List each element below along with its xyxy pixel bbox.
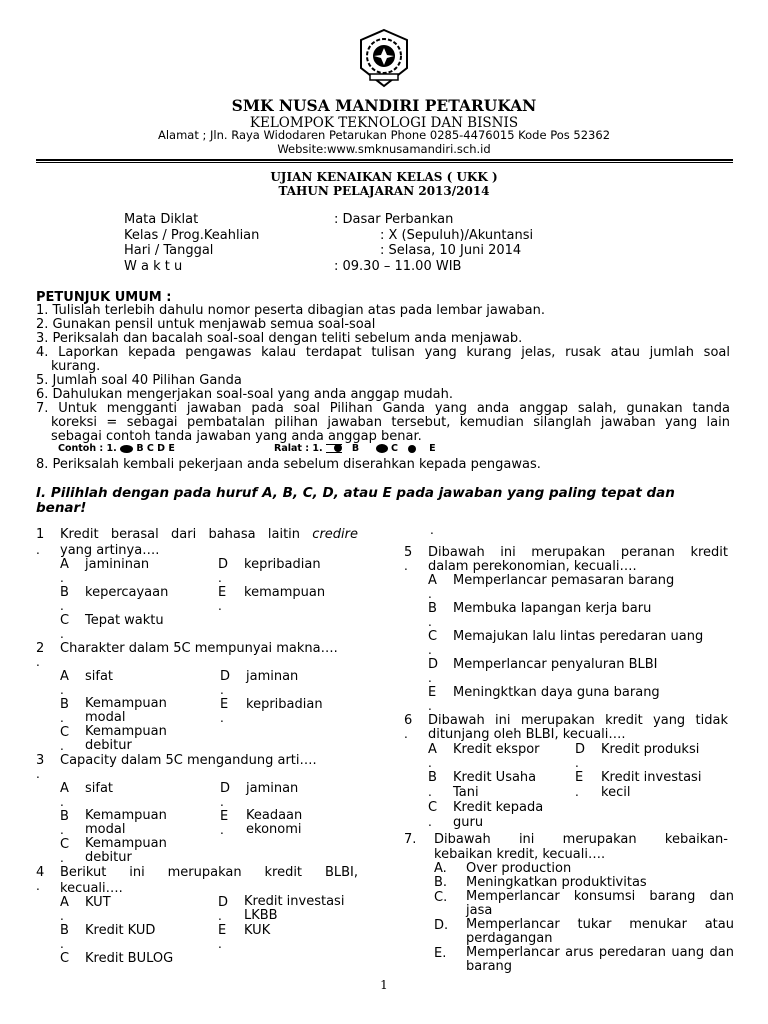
question-text: Kredit berasal dari bahasa laitin credire — [60, 527, 358, 542]
section-title: I. Pilihlah dengan pada huruf A, B, C, D, atau E pada jawaban yang paling tepat dan — [36, 485, 675, 501]
option-letter[interactable]: C — [428, 800, 438, 815]
option-letter[interactable]: A — [428, 742, 437, 757]
header-divider — [36, 159, 733, 161]
example-label: Contoh : 1. — [58, 443, 117, 454]
option-letter[interactable]: C — [428, 629, 438, 644]
school-name: SMK NUSA MANDIRI PETARUKAN — [231, 96, 537, 115]
option-letter[interactable]: A — [428, 573, 437, 588]
school-website: Website:www.smknusamandiri.sch.id — [277, 142, 491, 156]
option-text[interactable]: Keadaan ekonomi — [246, 808, 303, 837]
question-number: 4 — [36, 865, 45, 880]
option-letter[interactable]: B. — [434, 875, 448, 890]
option-letter[interactable]: C — [60, 725, 70, 740]
question-text: dalam perekonomian, kecuali…. — [428, 559, 637, 574]
option-text[interactable]: Memperlancar pemasaran barang — [453, 573, 675, 588]
info-label: W a k t u — [124, 259, 183, 274]
question-text: Dibawah ini merupakan peranan kredit — [428, 545, 728, 560]
option-text[interactable]: Meningktkan daya guna barang — [453, 685, 660, 700]
option-letter[interactable]: D — [220, 669, 231, 684]
instruction-item: 1. Tulislah terlebih dahulu nomor peserta dibagian atas pada lembar jawaban. — [36, 303, 546, 318]
option-text[interactable]: Kredit kepada guru — [453, 800, 544, 830]
option-text[interactable]: Kemampuan debitur — [85, 724, 167, 753]
option-text[interactable]: Memperlancar konsumsi barang dan jasa — [466, 889, 734, 918]
school-address: Alamat ; Jln. Raya Widodaren Petarukan Phone 0285-4476015 Kode Pos 52362 — [157, 128, 611, 142]
option-text[interactable]: kemampuan — [244, 585, 326, 600]
option-letter[interactable]: D — [575, 742, 586, 757]
option-text[interactable]: Memperlancar arus peredaran uang dan barang — [466, 945, 734, 974]
option-text[interactable]: Kemampuan modal — [85, 808, 167, 837]
option-text[interactable]: Memajukan lalu lintas peredaran uang — [453, 629, 704, 644]
cross-bubble-icon — [376, 444, 388, 453]
question-text: Dibawah ini merupakan kredit yang tidak — [428, 713, 728, 728]
option-letter[interactable]: C — [60, 837, 70, 852]
answer-example — [58, 443, 175, 454]
question-text: kebaikan kredit, kecuali…. — [434, 847, 606, 862]
option-letter[interactable]: E — [575, 770, 584, 785]
info-value: : Dasar Perbankan — [334, 212, 454, 227]
cancel-mark-icon — [326, 444, 342, 453]
option-letter[interactable]: A — [60, 781, 69, 796]
info-value: : 09.30 – 11.00 WIB — [334, 259, 462, 274]
option-text[interactable]: Memperlancar tukar menukar atau perdagangan — [466, 917, 734, 946]
option-text[interactable]: Kredit produksi — [601, 742, 700, 757]
instruction-item: 6. Dahulukan mengerjakan soal-soal yang anda anggap mudah. — [36, 387, 454, 402]
option-letter[interactable]: E — [218, 923, 227, 938]
option-letter[interactable]: B — [60, 697, 69, 712]
option-letter[interactable]: D — [218, 895, 229, 910]
page-number: 1 — [380, 978, 388, 992]
section-title: benar! — [36, 500, 87, 516]
question-text: Charakter dalam 5C mempunyai makna…. — [60, 641, 338, 656]
instruction-item: 7. Untuk mengganti jawaban pada soal Pilihan Ganda yang anda anggap salah, gunakan tanda — [36, 401, 730, 416]
option-text[interactable]: sifat — [85, 781, 114, 796]
option-letter[interactable]: E — [220, 697, 229, 712]
school-logo — [356, 28, 412, 88]
instruction-item: 8. Periksalah kembali pekerjaan anda sebelum diserahkan kepada pengawas. — [36, 457, 541, 472]
question-text: yang artinya…. — [60, 543, 160, 558]
filled-bubble-icon — [120, 445, 133, 453]
option-letter[interactable]: A — [60, 669, 69, 684]
instruction-item: kurang. — [51, 359, 101, 374]
option-letter[interactable]: A — [60, 895, 69, 910]
instruction-item: 2. Gunakan pensil untuk menjawab semua soal-soal — [36, 317, 376, 332]
question-text: Dibawah ini merupakan kebaikan- — [434, 832, 728, 847]
option-text[interactable]: KUT — [85, 895, 111, 910]
option-text[interactable]: Kredit BULOG — [85, 951, 174, 966]
correction-letter: E — [429, 443, 436, 454]
option-text[interactable]: Tepat waktu — [85, 613, 164, 628]
exam-year: TAHUN PELAJARAN 2013/2014 — [278, 184, 490, 198]
filled-bubble-icon — [408, 445, 416, 453]
question-number: 1 — [36, 527, 45, 542]
correction-label: Ralat : 1. — [274, 443, 323, 454]
option-text[interactable]: kepribadian — [246, 697, 323, 712]
exam-title: UJIAN KENAIKAN KELAS ( UKK ) — [270, 170, 498, 184]
correction-letter: B — [351, 443, 360, 454]
option-text[interactable]: Kredit KUD — [85, 923, 156, 938]
question-number: 7. — [404, 832, 417, 847]
info-label: Mata Diklat — [124, 212, 199, 227]
option-letter[interactable]: E — [218, 585, 227, 600]
option-letter[interactable]: A — [60, 557, 69, 572]
option-text[interactable]: kepribadian — [244, 557, 321, 572]
option-text[interactable]: Memperlancar penyaluran BLBI — [453, 657, 658, 672]
option-letter[interactable]: B — [60, 923, 69, 938]
option-letter[interactable]: E — [220, 809, 229, 824]
option-letter[interactable]: B — [428, 770, 437, 785]
question-text: ditunjang oleh BLBI, kecuali…. — [428, 727, 626, 742]
question-number: 5 — [404, 545, 413, 560]
question-text: Berikut ini merupakan kredit BLBI, — [60, 865, 358, 880]
option-letter[interactable]: A. — [434, 861, 447, 876]
option-letter[interactable]: C — [60, 951, 70, 966]
example-letters: B C D E — [136, 443, 175, 454]
option-letter[interactable]: B — [60, 585, 69, 600]
option-letter[interactable]: D — [220, 781, 231, 796]
option-letter[interactable]: D. — [434, 918, 449, 933]
answer-correction — [274, 443, 436, 454]
correction-letter: C — [390, 443, 398, 454]
question-text: kecuali…. — [60, 881, 123, 896]
option-letter[interactable]: D — [428, 657, 439, 672]
option-text[interactable]: jaminan — [246, 669, 299, 684]
info-label: Hari / Tanggal — [124, 243, 214, 258]
option-text[interactable]: Kemampuan debitur — [85, 836, 167, 865]
question-text: Capacity dalam 5C mengandung arti…. — [60, 753, 317, 768]
option-letter[interactable]: C — [60, 613, 70, 628]
option-text[interactable]: sifat — [85, 669, 114, 684]
option-text[interactable]: Meningkatkan produktivitas — [466, 875, 647, 890]
question-number: 2 — [36, 641, 45, 656]
question-number: 6 — [404, 713, 413, 728]
option-letter[interactable]: C. — [434, 890, 448, 905]
header-divider-thin — [36, 162, 733, 163]
info-value: : X (Sepuluh)/Akuntansi — [380, 228, 534, 243]
instructions-heading: PETUNJUK UMUM : — [36, 290, 172, 305]
option-letter[interactable]: D — [218, 557, 229, 572]
question-number: 3 — [36, 753, 45, 768]
info-value: : Selasa, 10 Juni 2014 — [380, 243, 522, 258]
option-letter[interactable]: B — [428, 601, 437, 616]
option-text[interactable]: Kredit Usaha Tani — [453, 770, 537, 800]
option-letter[interactable]: E — [428, 685, 437, 700]
option-text[interactable]: Over production — [466, 861, 572, 876]
option-letter[interactable]: E. — [434, 946, 447, 961]
option-letter[interactable]: B — [60, 809, 69, 824]
info-label: Kelas / Prog.Keahlian — [124, 228, 260, 243]
option-text[interactable]: jaminan — [246, 781, 299, 796]
school-group: KELOMPOK TEKNOLOGI DAN BISNIS — [249, 115, 519, 131]
instruction-item: sebagai contoh tanda jawaban yang anda anggap benar. — [51, 429, 422, 444]
option-text[interactable]: Membuka lapangan kerja baru — [453, 601, 652, 616]
instruction-item: 3. Periksalah dan bacalah soal-soal dengan teliti sebelum anda menjawab. — [36, 331, 523, 346]
option-text[interactable]: jamininan — [85, 557, 150, 572]
option-text[interactable]: Kemampuan modal — [85, 696, 167, 725]
option-text[interactable]: KUK — [244, 923, 271, 938]
instruction-item: 5. Jumlah soal 40 Pilihan Ganda — [36, 373, 242, 388]
instruction-item: 4. Laporkan kepada pengawas kalau terdapat tulisan yang kurang jelas, rusak atau jumlah soal — [36, 345, 730, 360]
option-text[interactable]: Kredit investasi LKBB — [244, 894, 345, 923]
option-text[interactable]: kepercayaan — [85, 585, 169, 600]
option-text[interactable]: Kredit investasi kecil — [601, 770, 702, 800]
instruction-item: koreksi = sebagai pembatalan pilihan jawaban tersebut, kemudian silanglah jawaban yang lain — [51, 415, 730, 430]
option-text[interactable]: Kredit ekspor — [453, 742, 540, 757]
